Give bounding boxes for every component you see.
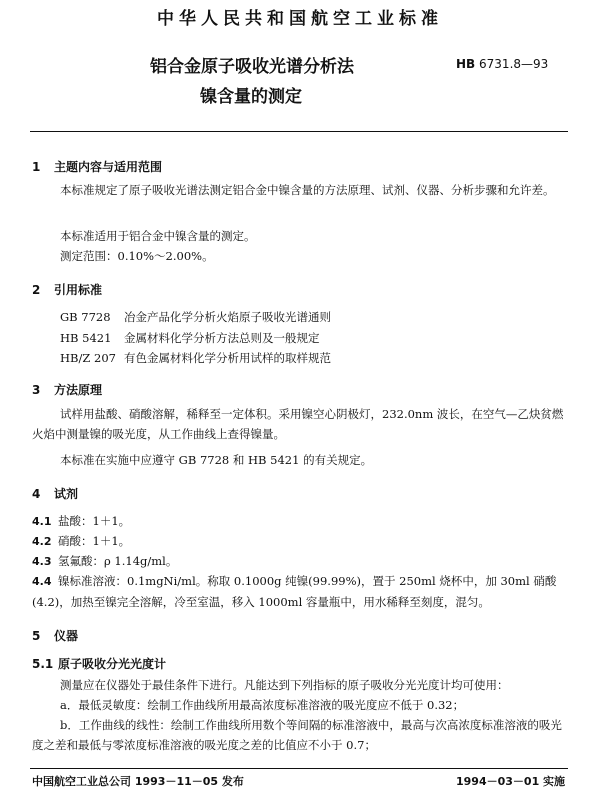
section-1-title: 主题内容与适用范围 — [54, 160, 163, 174]
section-3-heading — [32, 381, 102, 398]
reagent-item-3 — [32, 553, 177, 569]
document-header: 中华人民共和国航空工业标准 — [157, 9, 443, 29]
section-3-paragraph-2: 本标准在实施中应遵守 GB 7728 和 HB 5421 的有关规定。 — [60, 453, 373, 467]
footer-issued: 中国航空工业总公司 1993－11－05 发布 — [32, 775, 244, 788]
document-title: 铝合金原子吸收光谱分析法 — [150, 57, 354, 77]
instrument-intro: 测量应在仪器处于最佳条件下进行。凡能达到下列指标的原子吸收分光光度计均可使用： — [60, 678, 509, 692]
reference-2 — [60, 330, 320, 346]
footer-divider — [30, 768, 568, 769]
section-5-heading — [32, 627, 78, 644]
reagent-item-4-number: 4.4 — [32, 575, 52, 588]
instrument-criterion-a: a．最低灵敏度：绘制工作曲线所用最高浓度标准溶液的吸光度应不低于 0.32； — [60, 698, 465, 712]
reference-1-name: 冶金产品化学分析火焰原子吸收光谱通则 — [124, 310, 331, 324]
reference-1 — [60, 309, 331, 325]
standard-code-prefix: HB — [456, 57, 476, 71]
section-5-number: 5 — [32, 629, 41, 643]
section-2-number: 2 — [32, 283, 41, 297]
section-4-number: 4 — [32, 487, 41, 501]
reagent-item-3-number: 4.3 — [32, 555, 52, 568]
standard-code — [456, 57, 548, 71]
reference-3-code: HB/Z 207 — [60, 351, 116, 365]
reagent-item-1-number: 4.1 — [32, 515, 52, 528]
reagent-item-4-text: 镍标准溶液：0.1mgNi/ml。称取 0.1000g 纯镍(99.99%)，置于 250ml 烧杯中，加 30ml 硝酸(4.2)，加热至镍完全溶解，冷至室温，移入 1000ml 容量瓶中，用水稀释至刻度，混匀。 — [32, 574, 557, 609]
reagent-item-2-number: 4.2 — [32, 535, 52, 548]
section-3-title: 方法原理 — [54, 383, 103, 397]
reagent-item-4 — [32, 571, 572, 612]
section-3-paragraph-1: 试样用盐酸、硝酸溶解，稀释至一定体积。采用镍空心阴极灯，232.0nm 波长，在空气—乙炔贫燃火焰中测量镍的吸光度，从工作曲线上查得镍量。 — [32, 407, 564, 441]
reagent-item-1 — [32, 513, 130, 529]
section-1-number: 1 — [32, 160, 41, 174]
standard-code-number: 6731.8—93 — [479, 57, 549, 71]
reference-3 — [60, 350, 331, 366]
section-2-title: 引用标准 — [54, 283, 103, 297]
section-1-paragraph-1: 本标准规定了原子吸收光谱法测定铝合金中镍含量的方法原理、试剂、仪器、分析步骤和允许差。 — [60, 183, 555, 197]
reference-2-name: 金属材料化学分析方法总则及一般规定 — [124, 331, 320, 345]
reference-1-code: GB 7728 — [60, 310, 111, 324]
subsection-5-1-heading — [32, 655, 166, 672]
subsection-5-1-title: 原子吸收分光光度计 — [58, 657, 167, 671]
section-3-number: 3 — [32, 383, 41, 397]
instrument-criterion-b: b．工作曲线的线性：绘制工作曲线所用数个等间隔的标准溶液中，最高与次高浓度标准溶液的吸光度之差和最低与零浓度标准溶液的吸光度之差的比值应不小于 0.7； — [32, 718, 562, 752]
section-1-paragraph-3: 测定范围：0.10%～2.00%。 — [60, 249, 214, 263]
reagent-item-2-text: 硝酸：1＋1。 — [58, 534, 131, 548]
document-subtitle: 镍含量的测定 — [200, 87, 302, 107]
footer-effective: 1994－03－01 实施 — [456, 775, 566, 788]
reagent-item-3-text: 氢氟酸：ρ 1.14g/ml。 — [58, 554, 178, 568]
section-1-heading — [32, 158, 162, 175]
title-divider — [30, 131, 568, 132]
section-2-heading — [32, 281, 102, 298]
section-4-title: 试剂 — [54, 487, 79, 501]
reference-2-code: HB 5421 — [60, 331, 112, 345]
section-1-paragraph-2: 本标准适用于铝合金中镍含量的测定。 — [60, 229, 256, 243]
reagent-item-2 — [32, 533, 130, 549]
reference-3-name: 有色金属材料化学分析用试样的取样规范 — [124, 351, 331, 365]
subsection-5-1-number: 5.1 — [32, 657, 54, 671]
reagent-item-1-text: 盐酸：1＋1。 — [58, 514, 131, 528]
section-5-title: 仪器 — [54, 629, 79, 643]
section-4-heading — [32, 485, 78, 502]
